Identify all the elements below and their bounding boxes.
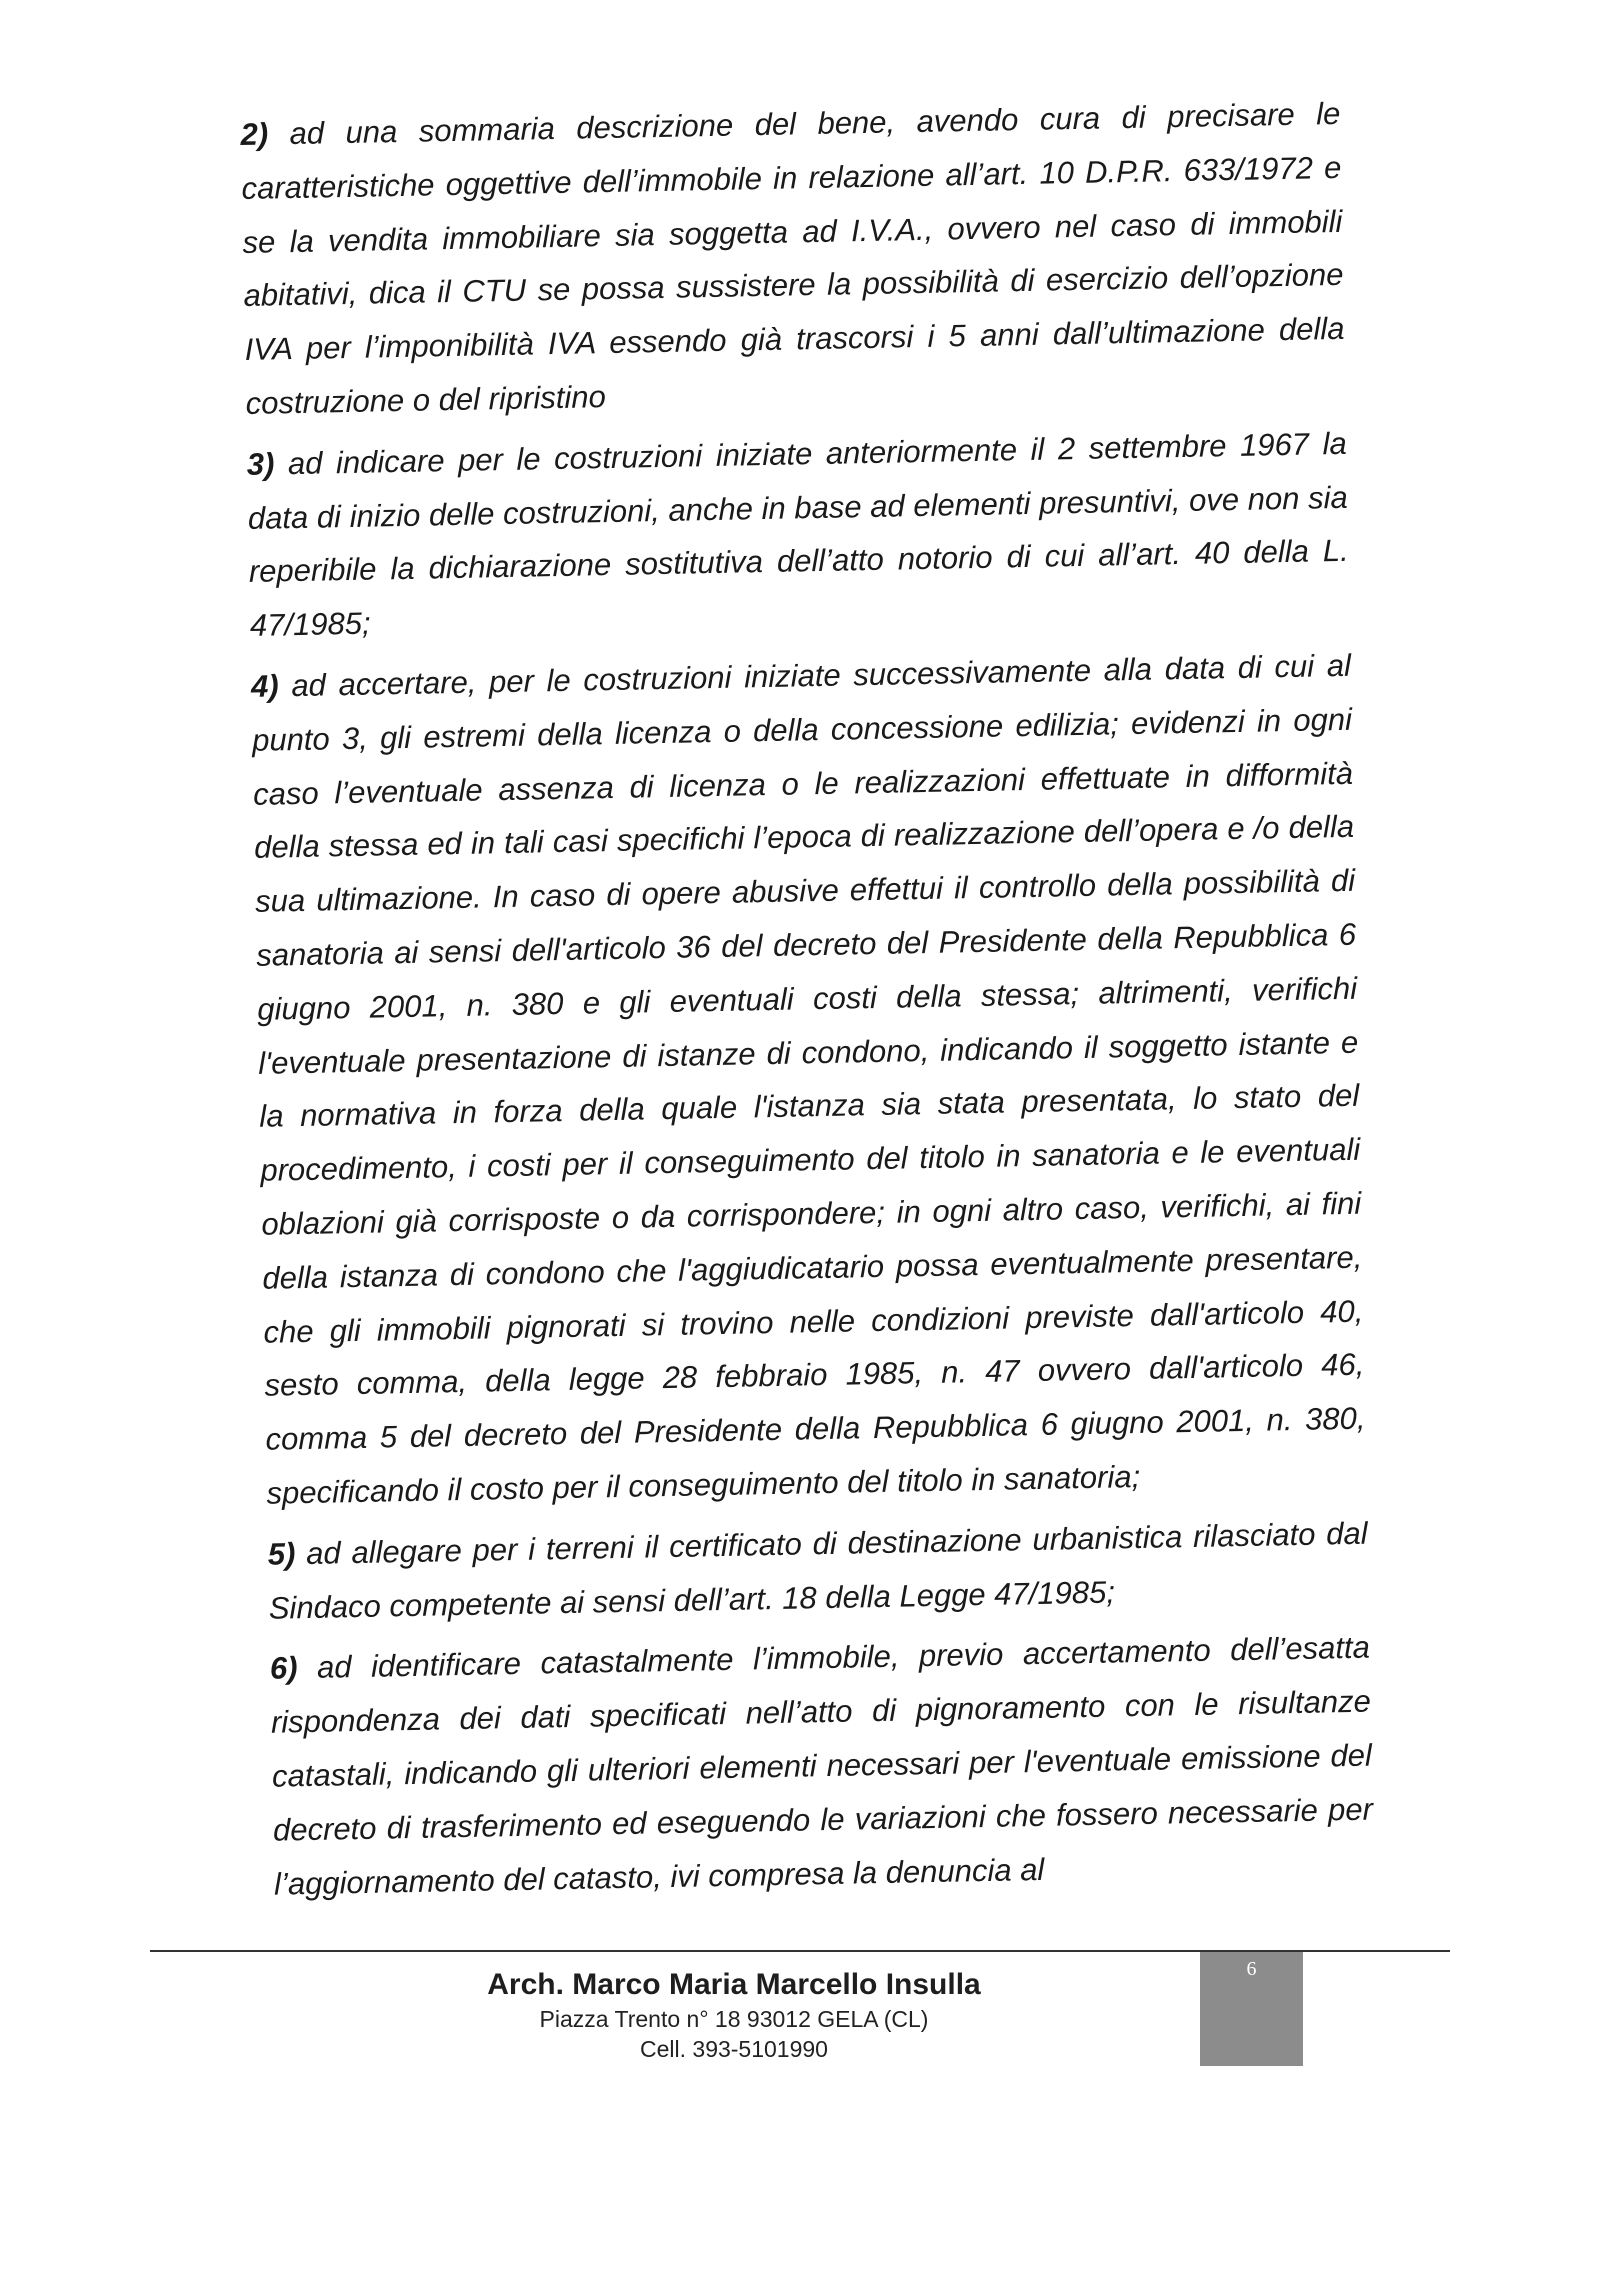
page-number-box: [1200, 1952, 1303, 2066]
document-body: [240, 87, 1375, 1918]
item-number: 4): [250, 668, 280, 704]
paragraph-item-6: [269, 1621, 1374, 1911]
paragraph-item-2: [240, 87, 1346, 431]
item-number: 2): [240, 116, 269, 152]
item-number: 3): [246, 446, 275, 482]
paragraph-item-4: [251, 639, 1367, 1521]
paragraph-item-5: [267, 1506, 1369, 1635]
paragraph-text: ad indicare per le costruzioni iniziate anteriormente il 2 settembre 1967 la data di inizio delle costruzioni, anche in base ad elementi presuntivi, ove non sia reperibile la dichiarazione sostitutiva dell’atto notorio di cui all’art. 40 della L. 47/1985;: [247, 425, 1350, 644]
paragraph-item-3: [246, 417, 1350, 653]
paragraph-text: ad accertare, per le costruzioni iniziate successivamente alla data di cui al punto 3, gli estremi della licenza o della concessione edilizia; evidenzi in ogni caso l’eventuale assenza di licenza o le realizzazioni effettuate in difformità della stessa ed in tali casi specifichi l’epoca di realizzazione dell’opera e /o della sua ultimazione. In caso di opere abusive effettui il controllo della possibilità di sanatoria ai sensi dell'articolo 36 del decreto del Presidente della Repubblica 6 giugno 2001, n. 380 e gli eventuali costi della stessa; altrimenti, verifichi l'eventuale presentazione di istanze di condono, indicando il soggetto istante e la normativa in forza della quale l'istanza sia stata presentata, lo stato del procedimento, i costi per il conseguimento del titolo in sanatoria e le eventuali oblazioni già corrisposte o da corrispondere; in ogni altro caso, verifichi, ai fini della istanza di condono che l'aggiudicatario possa eventualmente presentare, che gli immobili pignorati si trovino nelle condizioni previste dall'articolo 40, sesto comma, della legge 28 febbraio 1985, n. 47 ovvero dall'articolo 46, comma 5 del decreto del Presidente della Repubblica 6 giugno 2001, n. 380, specificando il costo per il conseguimento del titolo in sanatoria;: [251, 647, 1366, 1511]
paragraph-text: ad una sommaria descrizione del bene, avendo cura di precisare le caratteristiche oggettive dell’immobile in relazione all’art. 10 D.P.R. 633/1972 e se la vendita immobiliare sia soggetta ad I.V.A., ovvero nel caso di immobili abitativi, dica il CTU se possa sussistere la possibilità di esercizio dell’opzione IVA per l’imponibilità IVA essendo già trascorsi i 5 anni dall’ultimazione della costruzione o del ripristino: [241, 95, 1345, 421]
item-number: 6): [269, 1650, 298, 1687]
footer-contact-block: [150, 1966, 1318, 2064]
author-address: Piazza Trento n° 18 93012 GELA (CL): [539, 2006, 929, 2032]
paragraph-text: ad identificare catastalmente l’immobile, previo accertamento dell’esatta rispondenza dei dati specificati nell’atto di pignoramento con le risultanze catastali, indicando gli ulteriori elementi necessari per l'eventuale emissione del decreto di trasferimento ed eseguendo le variazioni che fossero necessarie per l’aggiornamento del catasto, ivi compresa la denuncia al: [270, 1629, 1374, 1902]
author-name: Arch. Marco Maria Marcello Insulla: [487, 1968, 981, 2001]
author-phone: Cell. 393-5101990: [640, 2036, 828, 2062]
page-number: 6: [1246, 1958, 1257, 1980]
item-number: 5): [267, 1535, 296, 1572]
paragraph-text: ad allegare per i terreni il certificato di destinazione urbanistica rilasciato dal Sindaco competente ai sensi dell’art. 18 della Legge 47/1985;: [268, 1515, 1368, 1626]
